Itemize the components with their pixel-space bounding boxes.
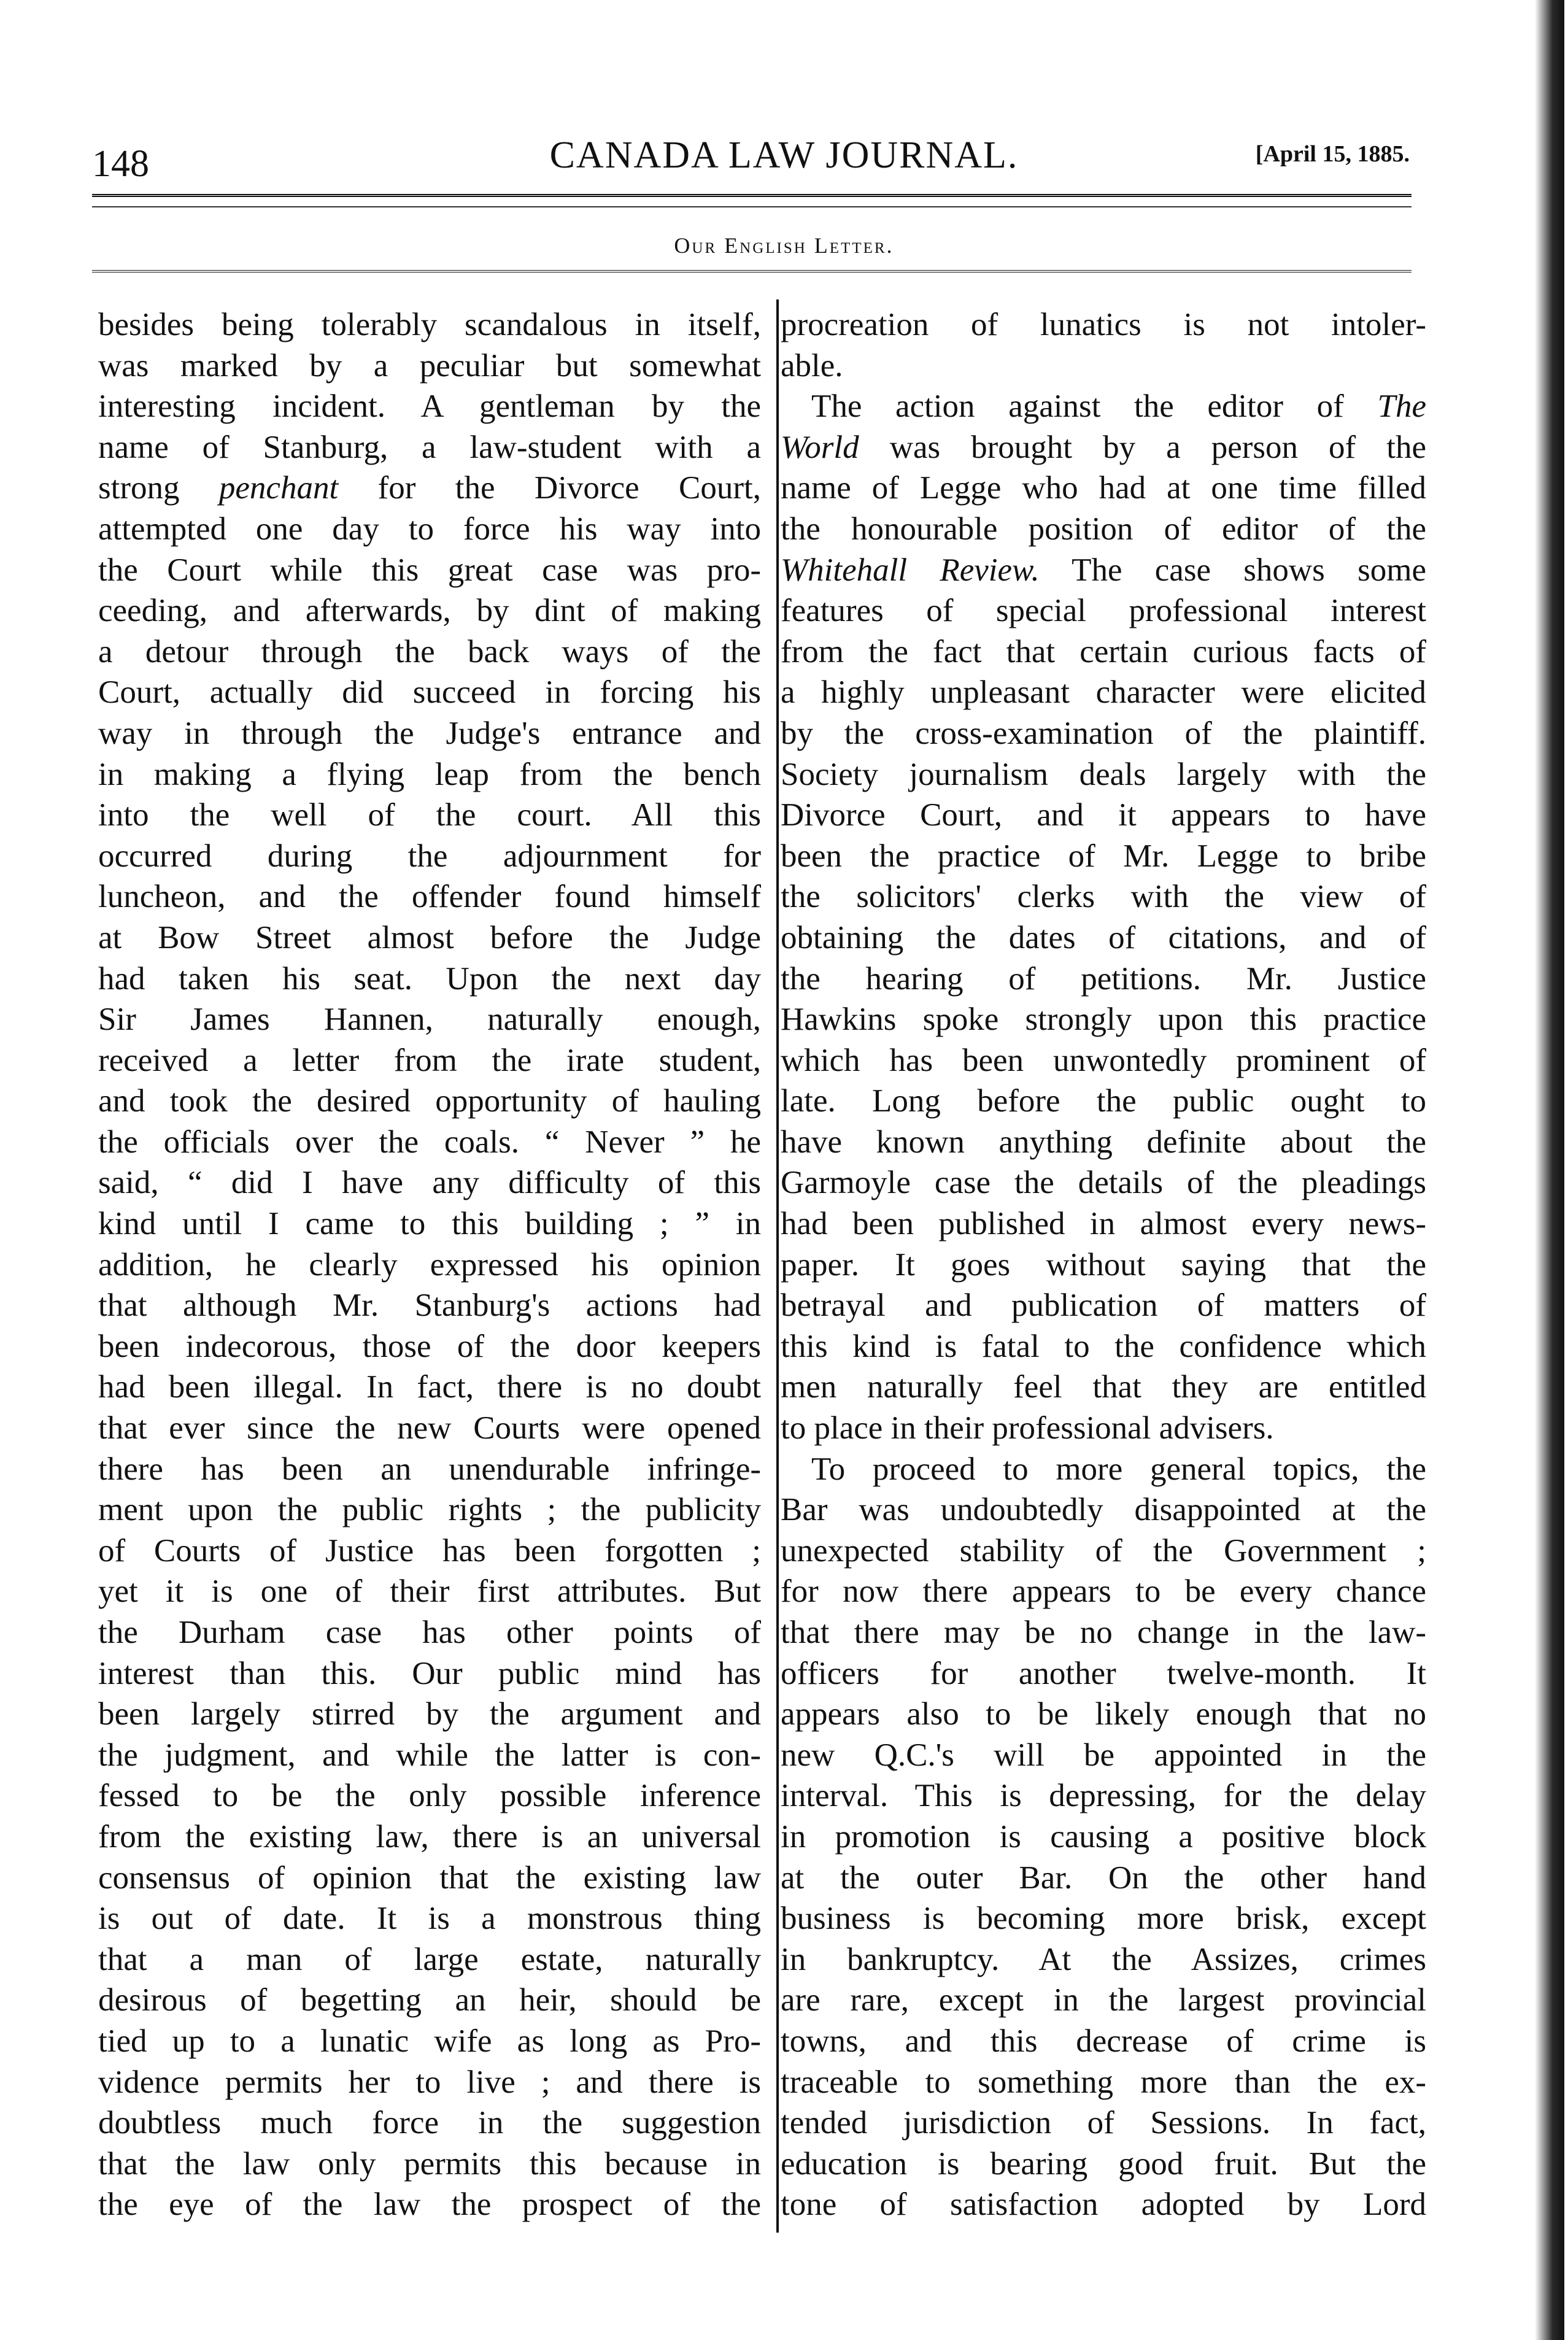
text-line: kind until I came to this building ; ” in — [98, 1206, 761, 1242]
text-line: that a man of large estate, naturally — [98, 1941, 761, 1977]
text-line: in bankruptcy. At the Assizes, crimes — [781, 1941, 1426, 1977]
text-line: ment upon the public rights ; the publicity — [98, 1492, 761, 1528]
header-rule-secondary — [92, 206, 1412, 207]
text-line: had taken his seat. Upon the next day — [98, 960, 761, 997]
text-line: for now there appears to be every chance — [781, 1574, 1426, 1610]
text-line: betrayal and publication of matters of — [781, 1288, 1426, 1324]
text-line: there has been an unendurable infringe- — [98, 1451, 761, 1487]
text-line: paper. It goes without saying that the — [781, 1246, 1426, 1283]
text-line: yet it is one of their first attributes. But — [98, 1574, 761, 1610]
text-run: The case shows some — [1039, 552, 1426, 588]
journal-title: CANADA LAW JOURNAL. — [549, 134, 1019, 176]
text-line: at the outer Bar. On the other hand — [781, 1859, 1426, 1896]
italic-run: penchant — [218, 470, 339, 506]
text-line: To proceed to more general topics, the — [811, 1451, 1426, 1487]
text-line — [781, 550, 1426, 591]
text-line: a detour through the back ways of the — [98, 633, 761, 670]
text-line: way in through the Judge's entrance and — [98, 715, 761, 751]
text-line: Society journalism deals largely with the — [781, 756, 1426, 792]
text-line: from the fact that certain curious facts of — [781, 633, 1426, 670]
text-line: addition, he clearly expressed his opinion — [98, 1246, 761, 1283]
text-line: into the well of the court. All this — [98, 797, 761, 833]
text-line: the solicitors' clerks with the view of — [781, 879, 1426, 915]
text-line: in making a flying leap from the bench — [98, 756, 761, 792]
text-line: the Durham case has other points of — [98, 1615, 761, 1650]
text-run: strong — [98, 470, 219, 506]
text-line: had been published in almost every news- — [781, 1206, 1426, 1242]
text-line: the Court while this great case was pro- — [98, 552, 761, 588]
text-line: tied up to a lunatic wife as long as Pro- — [98, 2023, 761, 2059]
text-line: a highly unpleasant character were elicited — [781, 674, 1426, 711]
text-line: men naturally feel that they are entitled — [781, 1369, 1426, 1405]
text-line: obtaining the dates of citations, and of — [781, 919, 1426, 956]
text-line: from the existing law, there is an universal — [98, 1818, 761, 1855]
text-line: education is bearing good fruit. But the — [781, 2145, 1426, 2182]
text-line: name of Legge who had at one time filled — [781, 470, 1426, 506]
text-line: Court, actually did succeed in forcing his — [98, 674, 761, 711]
page-edge-shadow — [1535, 0, 1564, 2340]
text-line: have known anything definite about the — [781, 1124, 1426, 1160]
text-line: in promotion is causing a positive block — [781, 1818, 1426, 1855]
text-line: is out of date. It is a monstrous thing — [98, 1901, 761, 1937]
text-line: fessed to be the only possible inference — [98, 1778, 761, 1814]
text-line: occurred during the adjournment for — [98, 838, 761, 874]
text-line: of Courts of Justice has been forgotten ; — [98, 1532, 761, 1569]
text-line: ceeding, and afterwards, by dint of making — [98, 593, 761, 629]
text-line: doubtless much force in the suggestion — [98, 2105, 761, 2141]
text-line: this kind is fatal to the confidence which — [781, 1328, 1426, 1364]
text-line: are rare, except in the largest provincial — [781, 1982, 1426, 2018]
text-line: Bar was undoubtedly disappointed at the — [781, 1492, 1426, 1528]
text-line: Divorce Court, and it appears to have — [781, 797, 1426, 833]
text-run: for the Divorce Court, — [338, 470, 761, 506]
text-line: desirous of begetting an heir, should be — [98, 1982, 761, 2018]
section-title: Our English Letter. — [674, 233, 894, 258]
text-line: consensus of opinion that the existing law — [98, 1859, 761, 1896]
text-line: the hearing of petitions. Mr. Justice — [781, 960, 1426, 997]
text-line: towns, and this decrease of crime is — [781, 2023, 1426, 2059]
text-line — [781, 427, 1426, 468]
text-line: the judgment, and while the latter is con- — [98, 1737, 761, 1773]
text-line — [781, 386, 1426, 427]
text-line: was marked by a peculiar but somewhat — [98, 347, 761, 384]
text-line: at Bow Street almost before the Judge — [98, 919, 761, 956]
section-rule — [92, 270, 1412, 276]
text-line: late. Long before the public ought to — [781, 1083, 1426, 1119]
text-line: tended jurisdiction of Sessions. In fact, — [781, 2105, 1426, 2141]
text-line: that there may be no change in the law- — [781, 1615, 1426, 1650]
text-line: that the law only permits this because in — [98, 2145, 761, 2182]
text-line: new Q.C.'s will be appointed in the — [781, 1737, 1426, 1773]
left-column — [98, 304, 761, 2225]
text-line — [98, 468, 761, 509]
text-line: the honourable position of editor of the — [781, 511, 1426, 547]
text-line: Sir James Hannen, naturally enough, — [98, 1002, 761, 1038]
text-line: Hawkins spoke strongly upon this practice — [781, 1002, 1426, 1038]
text-line: name of Stanburg, a law-student with a — [98, 429, 761, 465]
page-number: 148 — [92, 143, 149, 185]
right-column — [781, 304, 1426, 2225]
text-line: the officials over the coals. “ Never ” he — [98, 1124, 761, 1160]
text-line: vidence permits her to live ; and there is — [98, 2064, 761, 2100]
text-line: and took the desired opportunity of hauling — [98, 1083, 761, 1119]
text-run: was brought by a person of the — [859, 429, 1426, 465]
italic-run: Whitehall Review. — [781, 552, 1040, 588]
text-line: traceable to something more than the ex- — [781, 2064, 1426, 2100]
text-line: to place in their professional advisers. — [781, 1410, 1274, 1446]
text-line: which has been unwontedly prominent of — [781, 1042, 1426, 1078]
italic-run: World — [781, 429, 859, 465]
text-line: appears also to be likely enough that no — [781, 1696, 1426, 1732]
text-line: tone of satisfaction adopted by Lord — [781, 2187, 1426, 2223]
text-line: procreation of lunatics is not intoler- — [781, 307, 1426, 342]
text-line: received a letter from the irate student, — [98, 1042, 761, 1078]
text-line: the eye of the law the prospect of the — [98, 2187, 761, 2223]
text-line: said, “ did I have any difficulty of this — [98, 1165, 761, 1201]
text-line: that ever since the new Courts were opened — [98, 1410, 761, 1446]
text-line: been indecorous, those of the door keepers — [98, 1328, 761, 1364]
text-line: that although Mr. Stanburg's actions had — [98, 1288, 761, 1324]
text-line: able. — [781, 347, 843, 384]
text-line: besides being tolerably scandalous in itself, — [98, 307, 761, 342]
text-line: interesting incident. A gentleman by the — [98, 388, 761, 425]
text-line: luncheon, and the offender found himself — [98, 879, 761, 915]
text-line: had been illegal. In fact, there is no doubt — [98, 1369, 761, 1405]
text-line: interval. This is depressing, for the delay — [781, 1778, 1426, 1814]
issue-date: [April 15, 1885. — [1255, 141, 1410, 167]
text-line: interest than this. Our public mind has — [98, 1655, 761, 1691]
text-line: business is becoming more brisk, except — [781, 1901, 1426, 1937]
text-line: unexpected stability of the Government ; — [781, 1532, 1426, 1569]
text-line: Garmoyle case the details of the pleadings — [781, 1165, 1426, 1201]
column-divider — [776, 299, 779, 2233]
text-line: been largely stirred by the argument and — [98, 1696, 761, 1732]
italic-run: The — [1377, 388, 1426, 425]
text-line: features of special professional interest — [781, 593, 1426, 629]
text-line: by the cross-examination of the plaintiff. — [781, 715, 1426, 751]
text-run: The action against the editor of — [811, 388, 1378, 425]
text-line: been the practice of Mr. Legge to bribe — [781, 838, 1426, 874]
text-line: officers for another twelve-month. It — [781, 1655, 1426, 1691]
text-line: attempted one day to force his way into — [98, 511, 761, 547]
header-rule — [92, 194, 1412, 201]
